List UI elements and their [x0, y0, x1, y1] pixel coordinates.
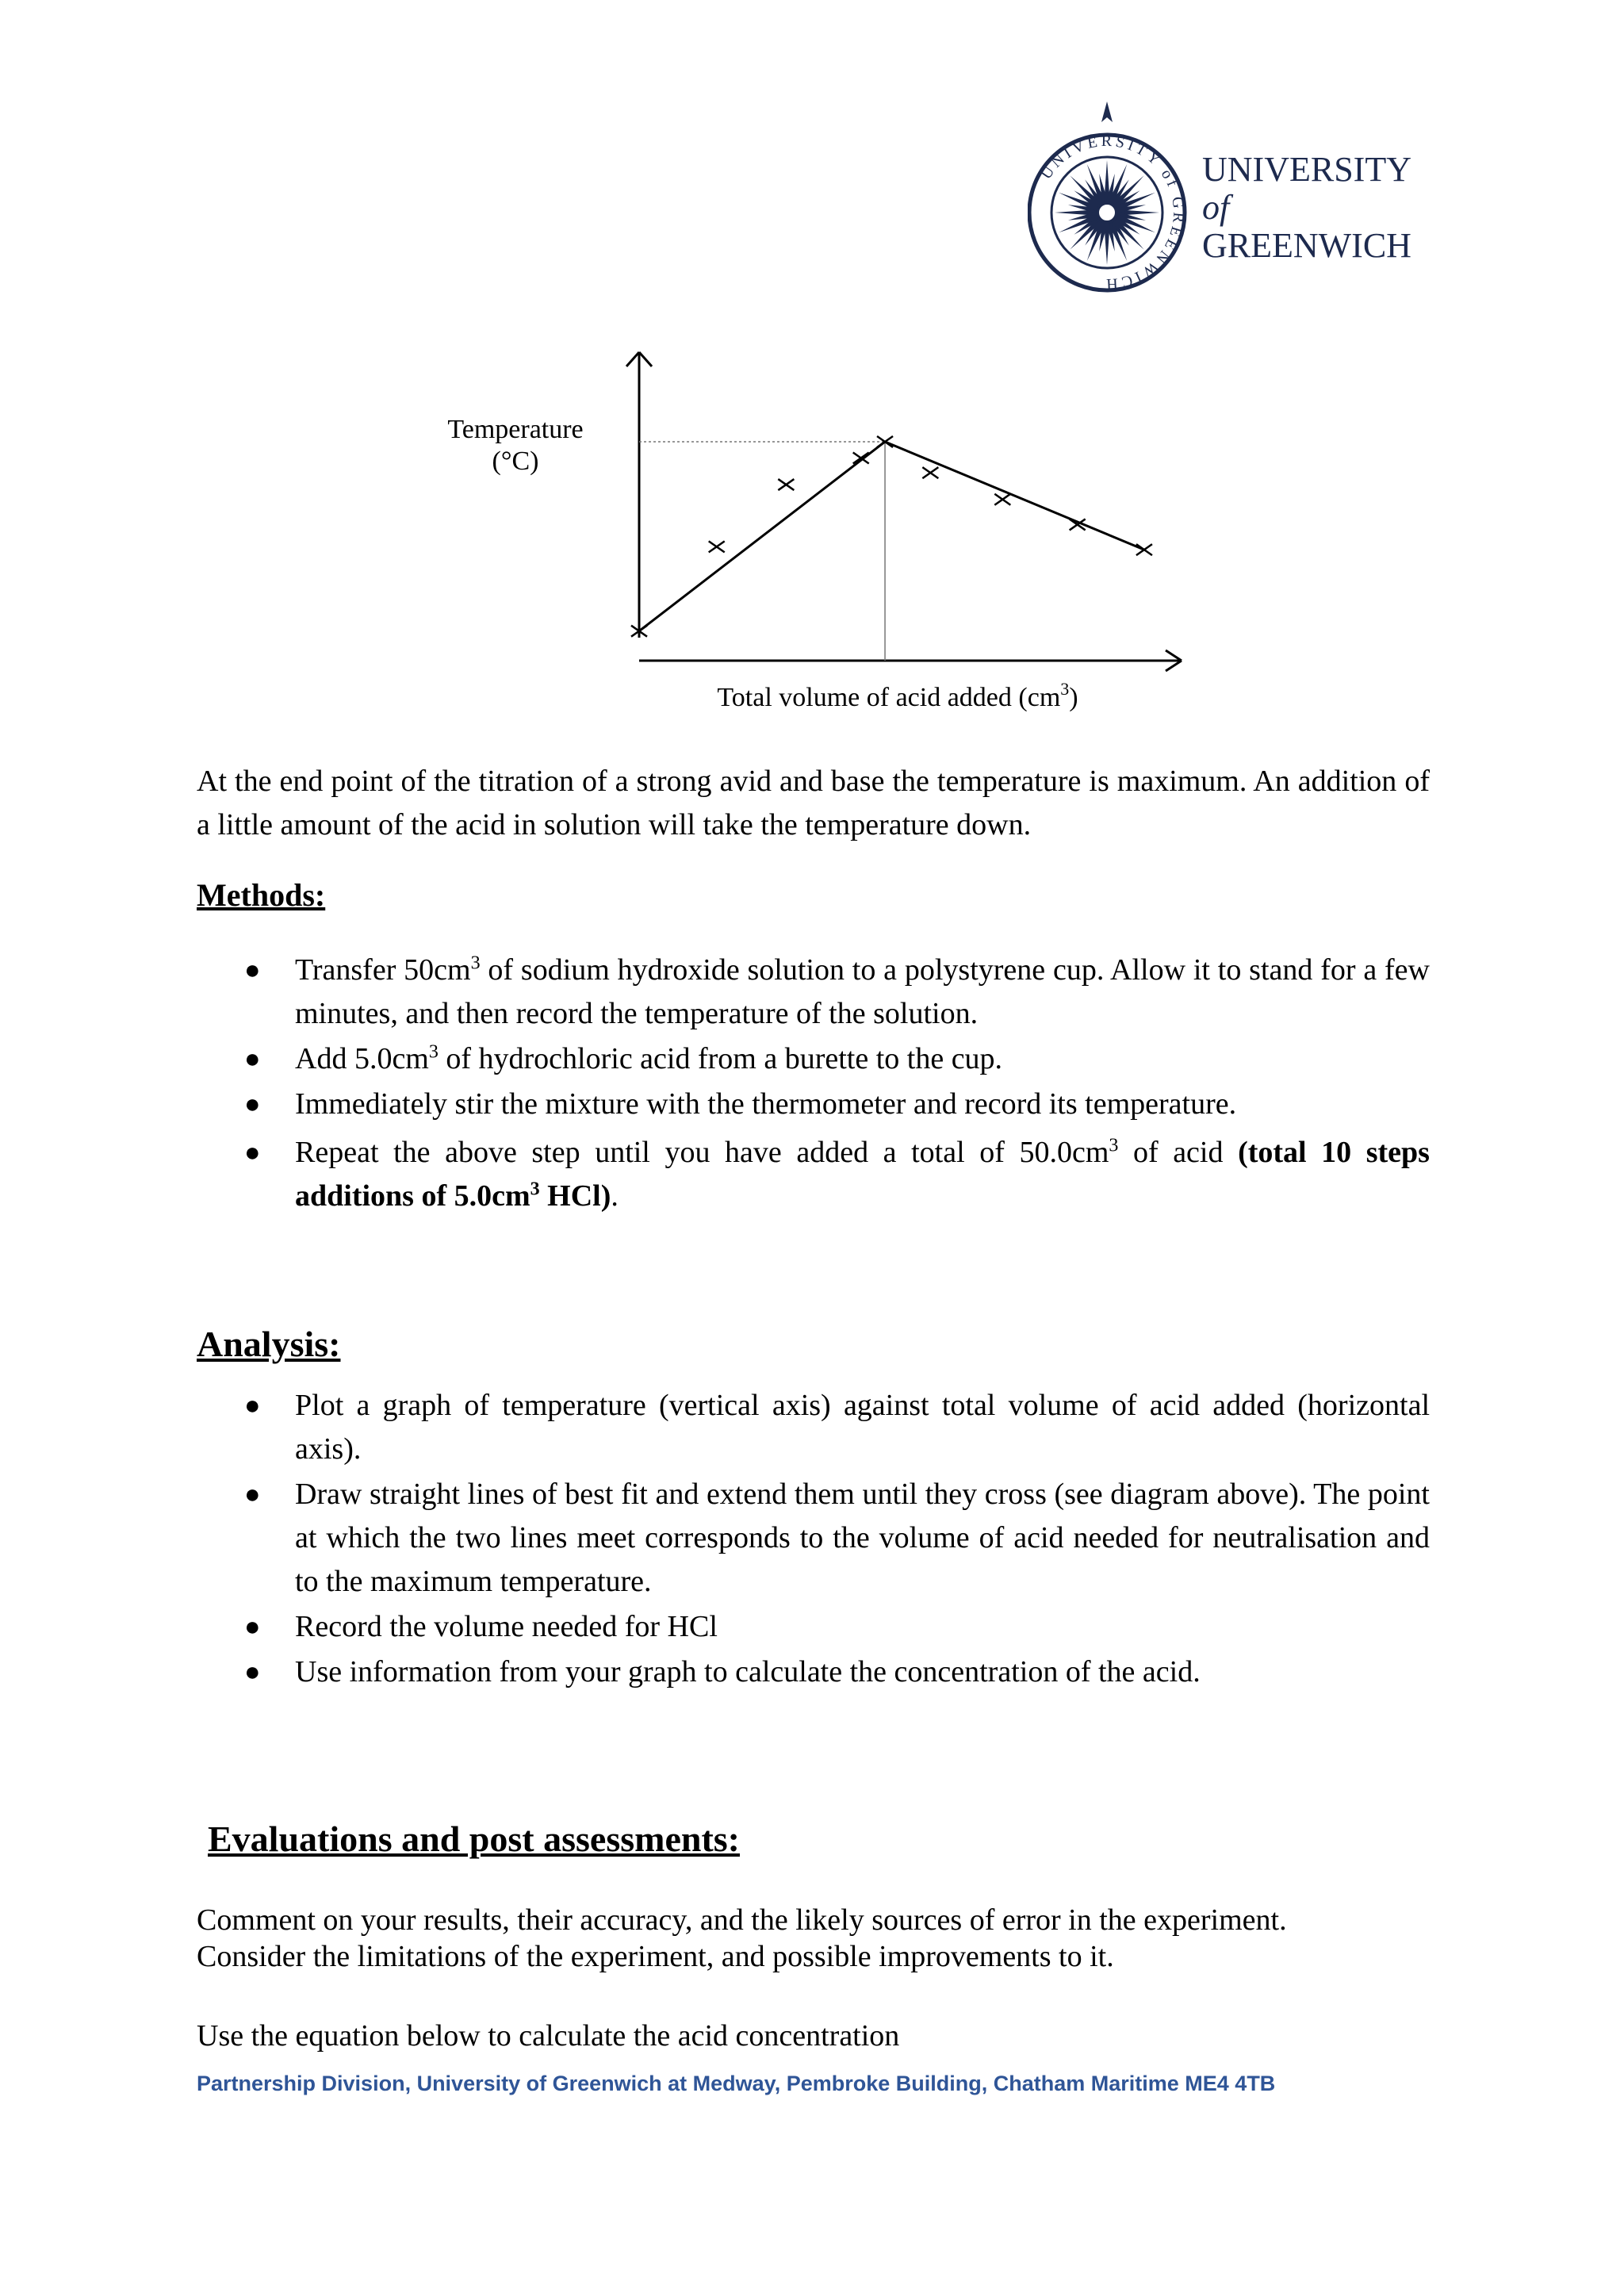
- logo-line-2: of: [1202, 188, 1230, 227]
- compass-rose-icon: [1028, 95, 1194, 303]
- data-point-cross: [853, 452, 869, 463]
- bullet-icon: ●: [244, 1391, 261, 1420]
- list-item: ● Plot a graph of temperature (vertical axis) against total volume of acid added (horizontal axis).: [197, 1384, 1430, 1471]
- titration-diagram: [412, 341, 1205, 722]
- university-logo: [1028, 95, 1432, 303]
- list-item: ● Immediately stir the mixture with the thermometer and record its temperature.: [197, 1083, 1430, 1126]
- y-axis-unit: (°C): [492, 447, 539, 476]
- titration-chart: [412, 341, 1205, 722]
- data-point-cross: [1136, 544, 1152, 555]
- list-item: ● Record the volume needed for HCl: [197, 1605, 1430, 1649]
- x-axis-label: Total volume of acid added $(cm^3)$: [717, 679, 1078, 712]
- evaluation-line-1: Comment on your results, their accuracy, and the likely sources of error in the experiment.: [197, 1903, 1287, 1937]
- bullet-icon: ●: [244, 956, 261, 985]
- y-axis-arrow: [626, 352, 639, 366]
- methods-heading: Methods:: [197, 877, 326, 913]
- bullet-icon: ●: [244, 1612, 261, 1642]
- methods-list: [197, 949, 1430, 1220]
- list-item: ● Draw straight lines of best fit and extend them until they cross (see diagram above). The point at which the two lines meet corresponds to the volume of acid needed for neutralisation and to the maximum temperature.: [197, 1473, 1430, 1604]
- logo-line-1: UNIVERSITY: [1202, 150, 1411, 189]
- data-point-cross: [778, 479, 794, 490]
- logo-line-3: GREENWICH: [1202, 226, 1411, 265]
- list-item: ● Repeat the above step until you have added a total of $50.0cm^3$ of acid (total 10 steps additions of $5.0cm^3$ HCl).: [197, 1131, 1430, 1218]
- data-point-cross: [709, 541, 725, 552]
- logo-wordmark: [1202, 151, 1411, 265]
- bullet-icon: ●: [244, 1480, 261, 1509]
- y-axis-label: Temperature: [447, 415, 584, 444]
- x-axis-arrow: [1166, 650, 1182, 661]
- best-fit-line-1: [639, 442, 885, 631]
- analysis-heading: Analysis:: [197, 1324, 341, 1364]
- data-point-cross: [922, 467, 938, 478]
- bullet-icon: ●: [244, 1090, 261, 1119]
- analysis-list: [197, 1384, 1430, 1696]
- equation-instruction: Use the equation below to calculate the acid concentration: [197, 2019, 900, 2053]
- list-item: ● Transfer $50cm^3$ of sodium hydroxide solution to a polystyrene cup. Allow it to stand for a few minutes, and then record the temperature of the solution.: [197, 949, 1430, 1036]
- evaluation-line-2: Consider the limitations of the experiment, and possible improvements to it.: [197, 1940, 1114, 1973]
- y-axis-arrow: [639, 352, 652, 366]
- evaluation-heading: Evaluations and post assessments:: [208, 1819, 740, 1859]
- best-fit-line-2: [885, 442, 1144, 550]
- page-footer: Partnership Division, University of Greenwich at Medway, Pembroke Building, Chatham Maritime ME4 4TB: [197, 2072, 1276, 2095]
- list-item: ● Add $5.0cm^3$ of hydrochloric acid from a burette to the cup.: [197, 1037, 1430, 1081]
- x-axis-arrow: [1166, 661, 1182, 671]
- bullet-icon: ●: [244, 1045, 261, 1074]
- bullet-icon: ●: [244, 1138, 261, 1167]
- data-point-cross: [994, 494, 1010, 505]
- bullet-icon: ●: [244, 1658, 261, 1687]
- evaluation-paragraph: [197, 1902, 1430, 1975]
- intro-paragraph: At the end point of the titration of a strong avid and base the temperature is maximum. An addition of a little amount of the acid in solution will take the temperature down.: [197, 765, 1430, 841]
- logo-ring-text: UNIVERSITY of GREENWICH: [1037, 132, 1188, 293]
- list-item: ● Use information from your graph to calculate the concentration of the acid.: [197, 1650, 1430, 1694]
